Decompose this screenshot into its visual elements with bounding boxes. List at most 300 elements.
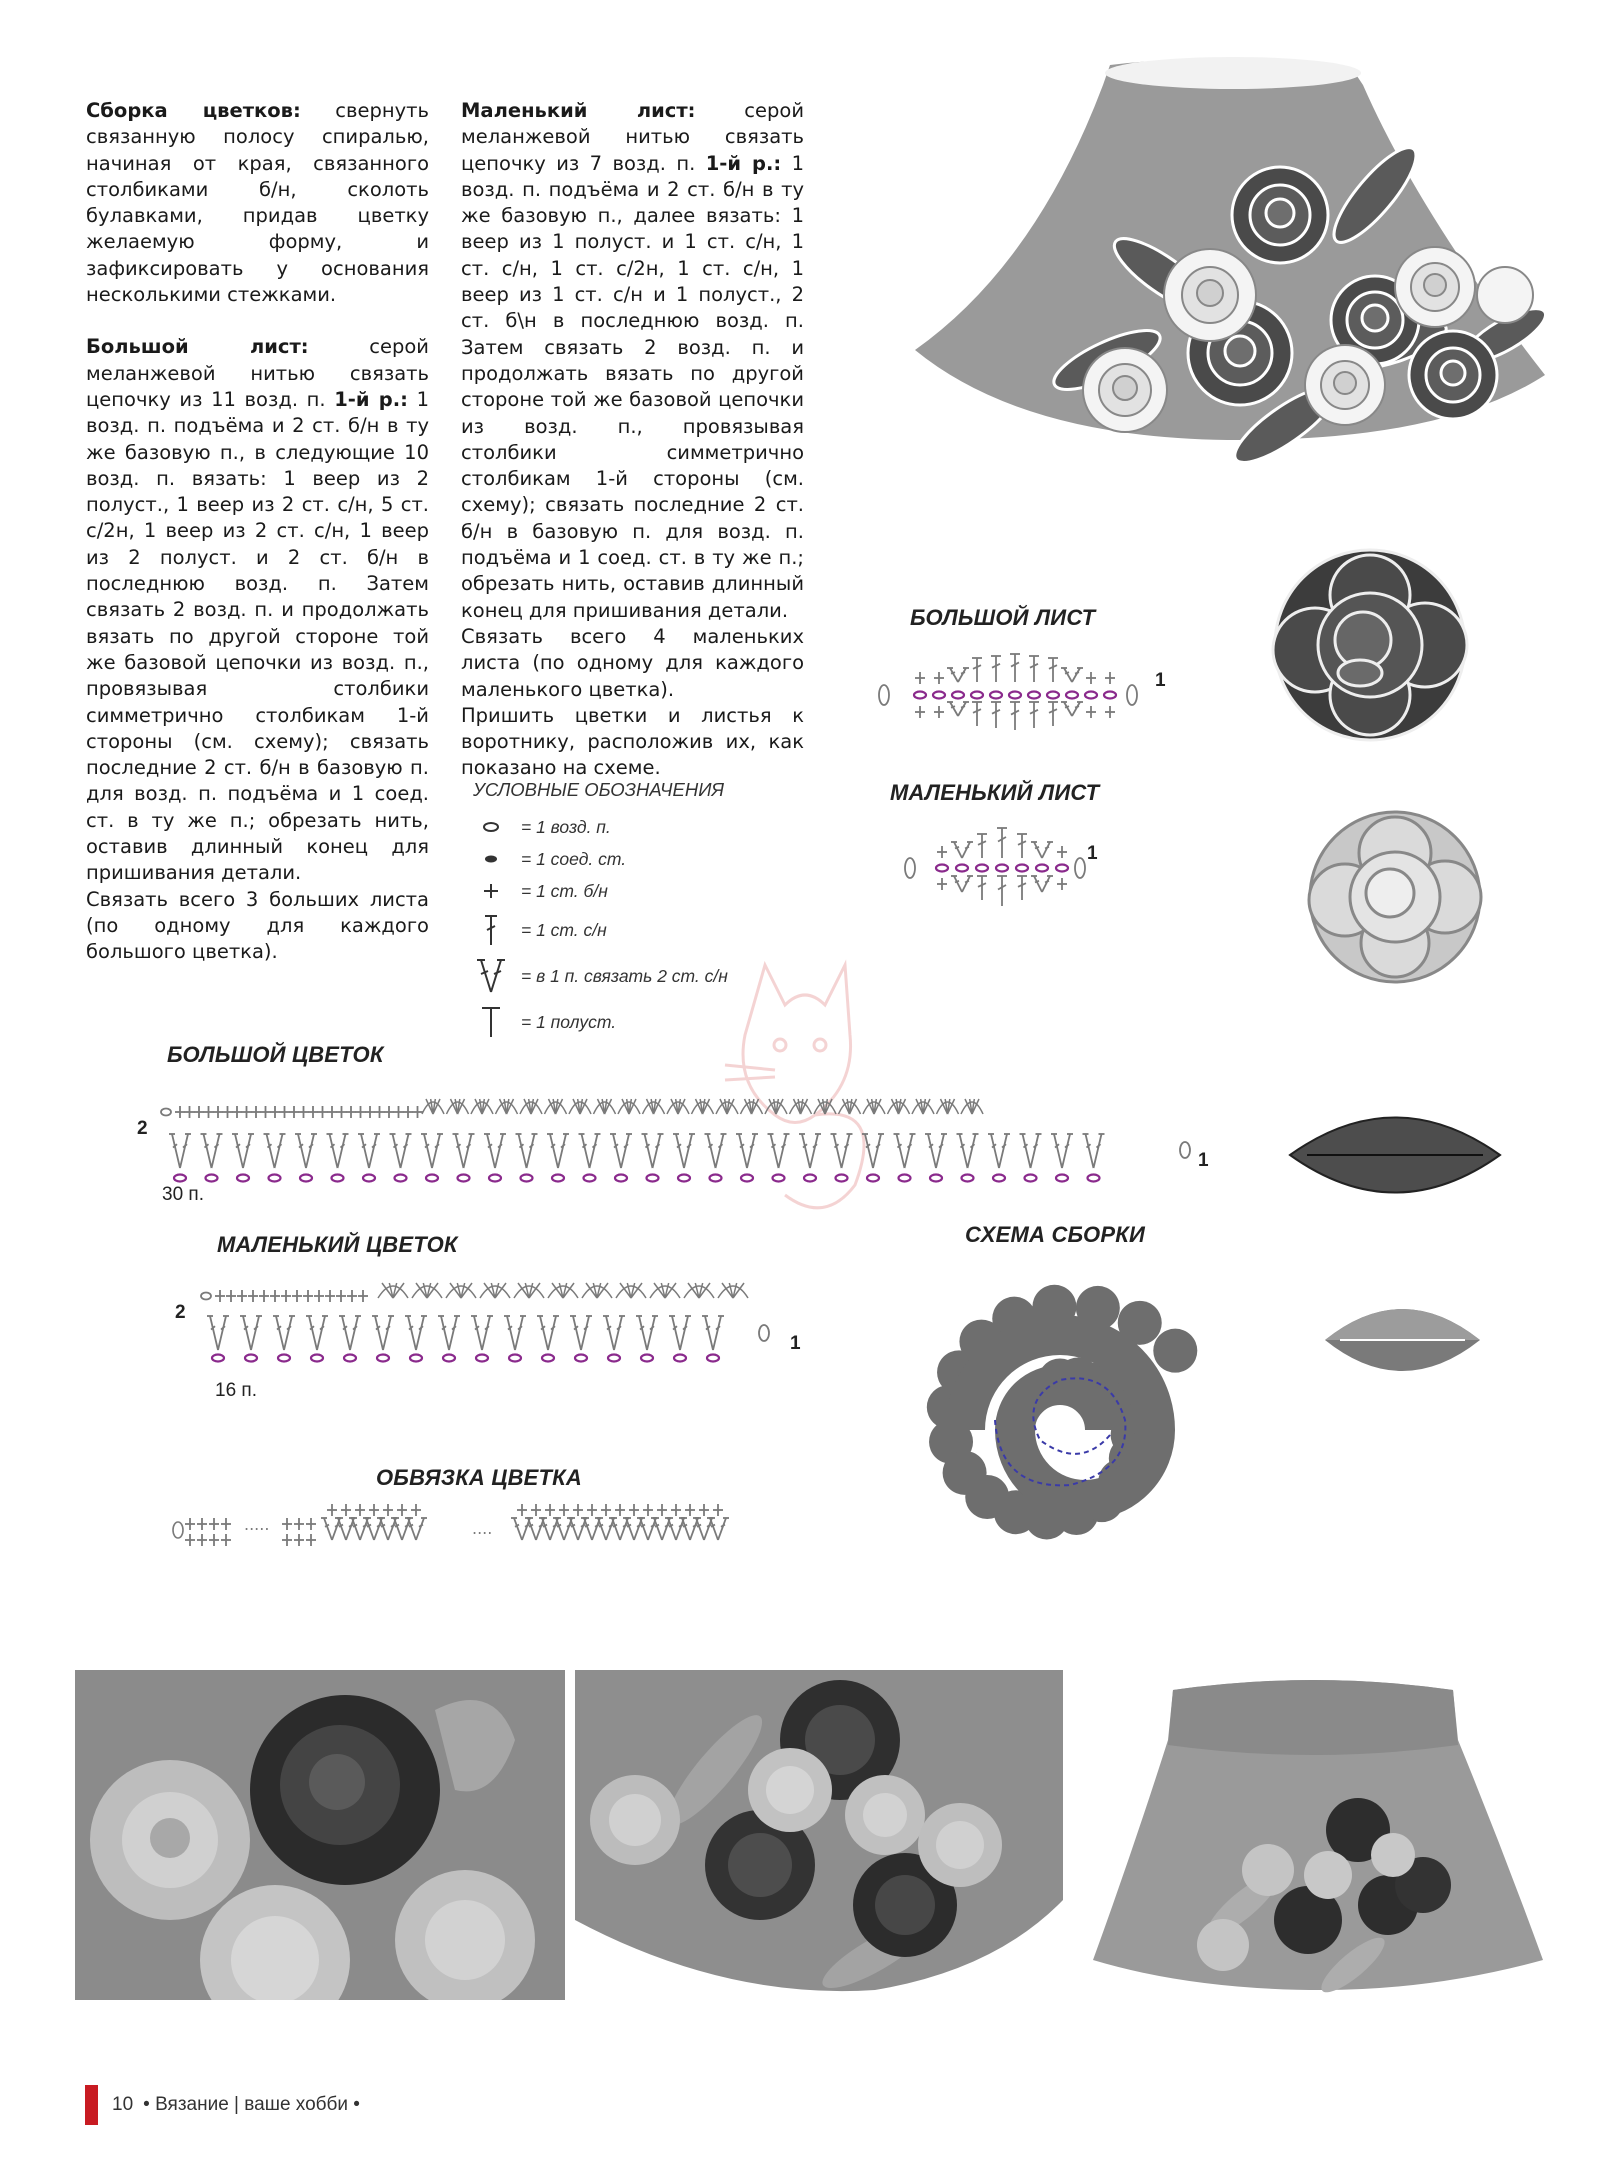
chain-stitch-mark <box>443 1355 455 1362</box>
photo-closeup <box>75 1670 565 2000</box>
petal-mark <box>422 1099 444 1114</box>
chain-stitch-mark <box>201 1293 211 1300</box>
single-crochet-mark <box>185 1534 195 1546</box>
chain-stitch-mark <box>377 1355 389 1362</box>
chain-stitch-mark <box>395 1175 407 1182</box>
single-crochet-mark <box>327 1106 337 1118</box>
small-flower-count-label: 16 п. <box>215 1380 257 1401</box>
chain-stitch-icon <box>473 811 509 843</box>
single-crochet-mark <box>517 1504 527 1516</box>
paragraph-attach: Пришить цветки и листья к воротнику, расположив их, как показано на схеме. <box>461 703 804 780</box>
single-crochet-mark <box>384 1106 394 1118</box>
assembly-scheme <box>880 1270 1240 1590</box>
single-crochet-mark <box>531 1504 541 1516</box>
chain-stitch-mark <box>1036 865 1048 872</box>
single-crochet-mark <box>1057 846 1067 858</box>
chain-stitch-mark <box>476 1355 488 1362</box>
single-crochet-mark <box>375 1106 385 1118</box>
chain-stitch-mark <box>410 1355 422 1362</box>
turning-chain-mark <box>759 1325 769 1341</box>
single-crochet-mark <box>713 1504 723 1516</box>
small-flower-row2-label: 2 <box>175 1302 186 1323</box>
chain-stitch-mark <box>575 1355 587 1362</box>
petal-mark <box>839 1099 861 1114</box>
two-dc-in-one-icon <box>473 953 509 999</box>
chain-stitch-mark <box>332 1175 344 1182</box>
two-dc-fan-mark <box>957 1134 979 1168</box>
two-dc-fan-mark <box>207 1316 229 1350</box>
single-crochet-mark <box>248 1290 258 1302</box>
chain-stitch-mark <box>1028 692 1040 699</box>
two-dc-fan-mark <box>673 1134 695 1168</box>
single-crochet-mark <box>411 1504 421 1516</box>
chain-stitch-mark <box>278 1355 290 1362</box>
big-flower-chart <box>160 1090 1200 1190</box>
legend-item: = 1 ст. б/н <box>473 875 773 907</box>
two-dc-fan-mark <box>264 1134 286 1168</box>
petal-mark <box>446 1283 476 1298</box>
two-dc-fan-mark <box>232 1134 254 1168</box>
two-dc-fan-mark <box>169 1134 191 1168</box>
page-number: 10 <box>112 2094 134 2115</box>
chain-stitch-mark <box>674 1355 686 1362</box>
single-crochet-mark <box>259 1290 269 1302</box>
page-footer <box>85 2085 360 2125</box>
double-crochet-mark <box>1010 654 1020 682</box>
chain-stitch-mark <box>608 1355 620 1362</box>
two-dc-fan-mark <box>484 1134 506 1168</box>
two-dc-fan-mark <box>201 1134 223 1168</box>
single-crochet-mark <box>346 1106 356 1118</box>
chain-stitch-mark <box>161 1109 171 1116</box>
big-leaf-chart <box>870 640 1150 750</box>
chain-stitch-mark <box>867 1175 879 1182</box>
two-dc-fan-mark <box>831 1134 853 1168</box>
single-crochet-mark <box>573 1504 583 1516</box>
petal-mark <box>937 1099 959 1114</box>
chain-stitch-mark <box>269 1175 281 1182</box>
double-crochet-mark <box>977 834 987 858</box>
edging-heading: ОБВЯЗКА ЦВЕТКА <box>376 1465 582 1490</box>
chain-stitch-mark <box>710 1175 722 1182</box>
chain-stitch-mark <box>1056 1175 1068 1182</box>
two-dc-fan-mark <box>306 1316 328 1350</box>
small-flower-chart <box>200 1278 780 1368</box>
two-dc-fan-mark <box>1083 1134 1105 1168</box>
single-crochet-mark <box>292 1290 302 1302</box>
petal-mark <box>378 1283 408 1298</box>
two-dc-fan-mark <box>707 1518 729 1540</box>
single-crochet-mark <box>197 1534 207 1546</box>
two-dc-fan-mark <box>240 1316 262 1350</box>
footer-accent-bar <box>85 2085 98 2125</box>
chain-stitch-mark <box>174 1175 186 1182</box>
two-dc-fan-mark <box>327 1134 349 1168</box>
small-flower-row1-label: 1 <box>790 1333 801 1354</box>
two-dc-fan-mark <box>504 1316 526 1350</box>
single-crochet-mark <box>671 1504 681 1516</box>
two-dc-fan-mark <box>372 1316 394 1350</box>
single-crochet-mark <box>215 1290 225 1302</box>
small-leaf-illustration <box>1320 1300 1485 1380</box>
chain-stitch-mark <box>956 865 968 872</box>
two-dc-fan-mark <box>1061 702 1083 716</box>
single-crochet-mark <box>185 1106 195 1118</box>
chain-stitch-mark <box>1066 692 1078 699</box>
chain-stitch-mark <box>615 1175 627 1182</box>
single-crochet-mark <box>314 1290 324 1302</box>
big-flower-illustration <box>1255 545 1485 745</box>
two-dc-fan-mark <box>1031 876 1053 892</box>
single-crochet-mark <box>306 1518 316 1530</box>
chain-stitch-mark <box>489 1175 501 1182</box>
single-crochet-mark <box>601 1504 611 1516</box>
chain-stitch-mark <box>647 1175 659 1182</box>
double-crochet-mark <box>1048 702 1058 726</box>
paragraph-small-leaf: Маленький лист: серой меланжевой нитью связать цепочку из 7 возд. п. 1-й р.: 1 возд. п. подъёма и 2 ст. б/н в ту же базовую п., далее вязать: 1 веер из 1 полуст. и 1 ст. с/н, 1 ст. с/н, 1 ст. с/2н, 1 ст. с/н, 1 веер из 1 ст. с/н и 1 полуст., 2 ст. б\н в последнюю возд. п. Затем связать 2 возд. п. и продолжать вязать по другой стороне той же базовой цепочки из возд. п., провязывая столбики симметрично столбикам 1-й стороны (см. схему); связать последние 2 ст. б/н в базовую п. для возд. п. подъёма и 1 соед. ст. в ту же п.; обрезать нить, оставив длинный конец для пришивания детали. <box>461 99 805 622</box>
single-crochet-mark <box>270 1106 280 1118</box>
petal-mark <box>548 1283 578 1298</box>
single-crochet-mark <box>209 1518 219 1530</box>
chain-stitch-mark <box>552 1175 564 1182</box>
single-crochet-mark <box>232 1106 242 1118</box>
small-leaf-row-label: 1 <box>1087 843 1098 864</box>
petal-mark <box>514 1283 544 1298</box>
two-dc-fan-mark <box>537 1316 559 1350</box>
single-crochet-mark <box>242 1106 252 1118</box>
single-crochet-mark <box>294 1534 304 1546</box>
chain-stitch-mark <box>933 692 945 699</box>
two-dc-fan-mark <box>947 668 969 682</box>
petal-mark <box>643 1099 665 1114</box>
double-crochet-mark <box>1010 702 1020 730</box>
chain-stitch-mark <box>426 1175 438 1182</box>
two-dc-fan-mark <box>358 1134 380 1168</box>
single-crochet-mark <box>213 1106 223 1118</box>
single-crochet-mark <box>175 1106 185 1118</box>
chain-stitch-mark <box>741 1175 753 1182</box>
two-dc-fan-mark <box>736 1134 758 1168</box>
two-dc-fan-mark <box>471 1316 493 1350</box>
single-crochet-mark <box>221 1518 231 1530</box>
single-crochet-mark <box>915 672 925 684</box>
paragraph-small-leaf-count: Связать всего 4 маленьких листа (по одному для каждого маленького цветка). <box>461 624 804 701</box>
two-dc-fan-mark <box>705 1134 727 1168</box>
single-crochet-mark <box>325 1290 335 1302</box>
legend-item: = 1 полуст. <box>473 999 773 1045</box>
chain-stitch-mark <box>804 1175 816 1182</box>
two-dc-fan-mark <box>636 1316 658 1350</box>
petal-mark <box>496 1099 518 1114</box>
single-crochet-mark <box>643 1504 653 1516</box>
turning-chain-mark <box>1127 685 1137 705</box>
petal-mark <box>616 1283 646 1298</box>
two-dc-fan-mark <box>1051 1134 1073 1168</box>
chain-stitch-mark <box>509 1355 521 1362</box>
petal-mark <box>520 1099 542 1114</box>
chain-stitch-mark <box>212 1355 224 1362</box>
two-dc-fan-mark <box>405 1518 427 1540</box>
photo-flowers <box>575 1670 1063 2000</box>
single-crochet-mark <box>699 1504 709 1516</box>
two-dc-fan-mark <box>295 1134 317 1168</box>
legend-item: = 1 возд. п. <box>473 811 773 843</box>
petal-mark <box>741 1099 763 1114</box>
two-dc-fan-mark <box>1061 668 1083 682</box>
two-dc-fan-mark <box>438 1316 460 1350</box>
double-crochet-mark <box>1029 702 1039 728</box>
chain-stitch-mark <box>641 1355 653 1362</box>
chain-stitch-mark <box>930 1175 942 1182</box>
single-crochet-mark <box>337 1106 347 1118</box>
single-crochet-mark <box>185 1518 195 1530</box>
single-crochet-mark <box>303 1290 313 1302</box>
turning-chain-mark <box>905 858 915 878</box>
single-crochet-mark <box>299 1106 309 1118</box>
double-crochet-mark <box>991 656 1001 682</box>
petal-mark <box>692 1099 714 1114</box>
petal-mark <box>545 1099 567 1114</box>
petal-mark <box>650 1283 680 1298</box>
chain-stitch-mark <box>936 865 948 872</box>
chain-stitch-mark <box>1047 692 1059 699</box>
double-crochet-mark <box>991 702 1001 728</box>
turning-chain-mark <box>1075 858 1085 878</box>
instructions-column-right <box>461 98 804 782</box>
single-crochet-mark <box>209 1534 219 1546</box>
petal-mark <box>569 1099 591 1114</box>
paragraph-big-leaf-count: Связать всего 3 больших листа (по одному для каждого большого цветка). <box>86 887 429 964</box>
single-crochet-mark <box>281 1290 291 1302</box>
two-dc-fan-mark <box>339 1316 361 1350</box>
two-dc-fan-mark <box>988 1134 1010 1168</box>
two-dc-fan-mark <box>799 1134 821 1168</box>
chain-stitch-mark <box>584 1175 596 1182</box>
single-crochet-mark <box>383 1504 393 1516</box>
two-dc-fan-mark <box>610 1134 632 1168</box>
chain-stitch-mark <box>521 1175 533 1182</box>
double-crochet-mark <box>1048 658 1058 682</box>
single-crochet-mark <box>341 1504 351 1516</box>
chain-stitch-mark <box>311 1355 323 1362</box>
single-crochet-mark <box>204 1106 214 1118</box>
two-dc-fan-mark <box>642 1134 664 1168</box>
single-crochet-mark <box>397 1504 407 1516</box>
petal-mark <box>480 1283 510 1298</box>
paragraph-flower-assembly: Сборка цветков: свернуть связанную полосу спиралью, начиная от края, связанного столбиками б/н, сколоть булавками, придав цветку желаемую форму, и зафиксировать у основания несколькими стежками. <box>86 99 429 307</box>
petal-mark <box>814 1099 836 1114</box>
chain-stitch-mark <box>1056 865 1068 872</box>
assembly-heading: СХЕМА СБОРКИ <box>965 1222 1145 1247</box>
legend-title: УСЛОВНЫЕ ОБОЗНАЧЕНИЯ <box>473 779 725 800</box>
two-dc-fan-mark <box>453 1134 475 1168</box>
petal-mark <box>912 1099 934 1114</box>
single-crochet-mark <box>237 1290 247 1302</box>
two-dc-fan-mark <box>951 842 973 858</box>
single-crochet-mark <box>221 1534 231 1546</box>
chain-stitch-mark <box>707 1355 719 1362</box>
two-dc-fan-mark <box>570 1316 592 1350</box>
single-crochet-mark <box>355 1504 365 1516</box>
single-crochet-mark <box>1105 706 1115 718</box>
two-dc-fan-mark <box>894 1134 916 1168</box>
chain-stitch-mark <box>773 1175 785 1182</box>
chain-stitch-mark <box>899 1175 911 1182</box>
double-crochet-mark <box>977 876 987 900</box>
small-flower-illustration <box>1290 805 1500 990</box>
petal-mark <box>471 1099 493 1114</box>
single-crochet-mark <box>615 1504 625 1516</box>
single-crochet-mark <box>403 1106 413 1118</box>
chain-stitch-mark <box>993 1175 1005 1182</box>
petal-mark <box>618 1099 640 1114</box>
single-crochet-mark <box>282 1534 292 1546</box>
single-crochet-icon <box>473 875 509 907</box>
chain-stitch-mark <box>996 865 1008 872</box>
chain-stitch-mark <box>1016 865 1028 872</box>
petal-mark <box>716 1099 738 1114</box>
single-crochet-mark <box>1057 878 1067 890</box>
two-dc-fan-mark <box>669 1316 691 1350</box>
chain-stitch-mark <box>363 1175 375 1182</box>
petal-mark <box>412 1283 442 1298</box>
single-crochet-mark <box>289 1106 299 1118</box>
double-crochet-mark <box>972 702 982 726</box>
chain-stitch-mark <box>344 1355 356 1362</box>
two-dc-fan-mark <box>579 1134 601 1168</box>
single-crochet-mark <box>358 1290 368 1302</box>
big-flower-row1-label: 1 <box>1198 1150 1209 1171</box>
chain-stitch-mark <box>952 692 964 699</box>
double-crochet-mark <box>1017 876 1027 900</box>
single-crochet-mark <box>934 672 944 684</box>
two-dc-fan-mark <box>273 1316 295 1350</box>
single-crochet-mark <box>197 1518 207 1530</box>
single-crochet-mark <box>280 1106 290 1118</box>
single-crochet-mark <box>327 1504 337 1516</box>
double-crochet-icon <box>473 907 509 953</box>
big-flower-heading: БОЛЬШОЙ ЦВЕТОК <box>167 1042 384 1067</box>
big-flower-row2-label: 2 <box>137 1118 148 1139</box>
petal-mark <box>684 1283 714 1298</box>
double-crochet-mark <box>997 828 1007 858</box>
two-dc-fan-mark <box>516 1134 538 1168</box>
chain-stitch-mark <box>1085 692 1097 699</box>
single-crochet-mark <box>545 1504 555 1516</box>
chain-stitch-mark <box>245 1355 257 1362</box>
legend-item: = в 1 п. связать 2 ст. с/н <box>473 953 773 999</box>
single-crochet-mark <box>261 1106 271 1118</box>
double-crochet-mark <box>1017 834 1027 858</box>
chain-stitch-mark <box>1088 1175 1100 1182</box>
small-flower-heading: МАЛЕНЬКИЙ ЦВЕТОК <box>217 1232 458 1257</box>
big-leaf-row-label: 1 <box>1155 670 1166 691</box>
single-crochet-mark <box>306 1534 316 1546</box>
single-crochet-mark <box>685 1504 695 1516</box>
turning-chain-mark <box>173 1522 183 1538</box>
paragraph-big-leaf: Большой лист: серой меланжевой нитью связать цепочку из 11 возд. п. 1-й р.: 1 возд. п. подъёма и 2 ст. б/н в ту же базовую п., в следующие 10 возд. п. вязать: 1 веер из 2 полуст., 1 веер из 2 ст. с/н, 5 ст. с/2н, 1 веер из 2 ст. с/н, 1 веер из 2 полуст. и 2 ст. б/н в последнюю возд. п. Затем связать 2 возд. п. и продолжать вязать по другой стороне той же базовой цепочки из возд. п., провязывая столбики симметрично столбикам 1-й стороны (см. схему); связать последние 2 ст. б/н в базовую п. для возд. п. подъёма и 1 соед. ст. в ту же п.; обрезать нить, оставив длинный конец для пришивания детали. <box>86 335 429 885</box>
legend-item: = 1 соед. ст. <box>473 843 773 875</box>
chain-stitch-mark <box>836 1175 848 1182</box>
turning-chain-mark <box>1180 1142 1190 1158</box>
single-crochet-mark <box>251 1106 261 1118</box>
single-crochet-mark <box>194 1106 204 1118</box>
single-crochet-mark <box>294 1518 304 1530</box>
big-leaf-heading: БОЛЬШОЙ ЛИСТ <box>910 605 1096 630</box>
chain-stitch-mark <box>971 692 983 699</box>
single-crochet-mark <box>1086 672 1096 684</box>
chain-stitch-mark <box>990 692 1002 699</box>
single-crochet-mark <box>937 846 947 858</box>
ellipsis-mark: ..... <box>244 1515 270 1534</box>
petal-mark <box>888 1099 910 1114</box>
collar-illustration <box>905 45 1555 485</box>
single-crochet-mark <box>629 1504 639 1516</box>
instructions-column-left <box>86 98 429 966</box>
single-crochet-mark <box>226 1290 236 1302</box>
single-crochet-mark <box>282 1518 292 1530</box>
photo-collar <box>1073 1670 1561 2000</box>
single-crochet-mark <box>347 1290 357 1302</box>
double-crochet-mark <box>972 658 982 682</box>
chain-stitch-mark <box>237 1175 249 1182</box>
two-dc-fan-mark <box>951 876 973 892</box>
two-dc-fan-mark <box>405 1316 427 1350</box>
single-crochet-mark <box>657 1504 667 1516</box>
big-flower-count-label: 30 п. <box>162 1184 204 1205</box>
petal-mark <box>790 1099 812 1114</box>
double-crochet-mark <box>1029 656 1039 682</box>
single-crochet-mark <box>318 1106 328 1118</box>
chain-stitch-mark <box>458 1175 470 1182</box>
two-dc-fan-mark <box>1020 1134 1042 1168</box>
single-crochet-mark <box>356 1106 366 1118</box>
chain-stitch-mark <box>300 1175 312 1182</box>
single-crochet-mark <box>413 1106 423 1118</box>
chain-stitch-mark <box>678 1175 690 1182</box>
two-dc-fan-mark <box>1031 842 1053 858</box>
single-crochet-mark <box>1105 672 1115 684</box>
turning-chain-mark <box>879 685 889 705</box>
legend-item: = 1 ст. с/н <box>473 907 773 953</box>
chain-stitch-mark <box>1009 692 1021 699</box>
petal-mark <box>961 1099 983 1114</box>
chain-stitch-mark <box>1025 1175 1037 1182</box>
ellipsis-mark: .... <box>472 1519 493 1538</box>
two-dc-fan-mark <box>421 1134 443 1168</box>
single-crochet-mark <box>394 1106 404 1118</box>
single-crochet-mark <box>937 878 947 890</box>
two-dc-fan-mark <box>702 1316 724 1350</box>
chain-stitch-mark <box>914 692 926 699</box>
single-crochet-mark <box>934 706 944 718</box>
petal-mark <box>863 1099 885 1114</box>
single-crochet-mark <box>365 1106 375 1118</box>
single-crochet-mark <box>915 706 925 718</box>
petal-mark <box>582 1283 612 1298</box>
single-crochet-mark <box>1086 706 1096 718</box>
petal-mark <box>765 1099 787 1114</box>
two-dc-fan-mark <box>603 1316 625 1350</box>
edging-chart <box>172 1500 762 1560</box>
footer-magazine-name: • Вязание | ваше хобби • <box>143 2094 360 2115</box>
two-dc-fan-mark <box>547 1134 569 1168</box>
slip-stitch-icon <box>473 843 509 875</box>
half-double-crochet-icon <box>473 999 509 1045</box>
single-crochet-mark <box>336 1290 346 1302</box>
small-leaf-chart <box>900 818 1090 918</box>
chain-stitch-mark <box>962 1175 974 1182</box>
